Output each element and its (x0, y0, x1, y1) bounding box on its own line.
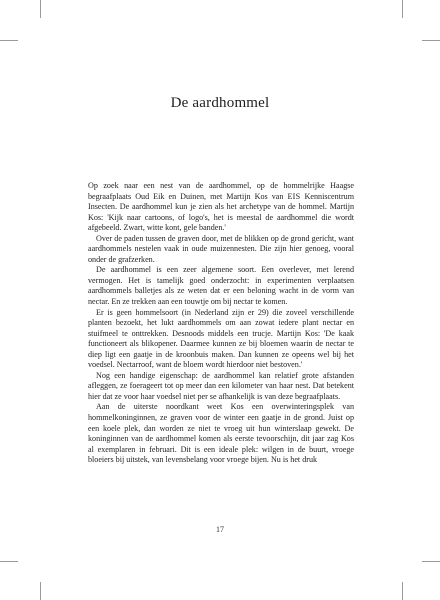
paragraph-6: Aan de uiterste noordkant weet Kos een overwinteringsplek van hommelkoninginnen, ze graven voor de winter een gaatje in de grond. Juist op een koele plek, dan worden ze niet te vroeg uit hun winterslaap gewekt. De koninginnen van de aardhommel komen als eerste tevoorschijn, dit jaar zag Kos al exemplaren in februari. Dit is een ideale plek: wilgen in de buurt, vroege bloeiers bij uitstek, van levensbelang voor vroege bijen. Nu is het druk (88, 402, 354, 465)
crop-mark-right-bottom (422, 561, 440, 562)
crop-mark-bottom-left (40, 582, 41, 600)
crop-mark-right-top (422, 40, 440, 41)
paragraph-4: Er is geen hommelsoort (in Nederland zijn er 29) die zoveel verschillende planten bezoekt, het lukt aardhommels om aan zowat iedere plant nectar en stuifmeel te onttrekken. Desnoods middels een trucje. Martijn Kos: 'De kaak functioneert als blikopener. Daarmee kunnen ze bij bloemen waarin de nectar te diep ligt een gaatje in de kroonbuis maken. Dan kunnen ze opeens wel bij het voedsel. Nectarroof, want de bloem wordt hierdoor niet bestoven.' (88, 307, 354, 370)
paragraph-1 (88, 181, 354, 234)
body-text (88, 181, 354, 466)
paragraph-1-text-a: Op zoek naar een nest van de aardhommel, op de hommelrijke Haagse begraafplaats Oud Eik en Duinen, met Martijn Kos van (88, 181, 354, 201)
crop-mark-top-left (40, 0, 41, 18)
eis-acronym: EIS (287, 191, 301, 201)
crop-mark-left-top (0, 40, 18, 41)
chapter-title: De aardhommel (170, 95, 270, 111)
crop-mark-bottom-right (402, 582, 403, 600)
crop-mark-top-right (402, 0, 403, 18)
page-number: 17 (216, 525, 224, 534)
paragraph-5: Nog een handige eigenschap: de aardhommel kan relatief grote afstanden afleggen, ze foerageert tot op meer dan een kilometer van haar nest. Dat betekent hier dat ze voor haar voedsel niet per se afhankelijk is van deze begraafplaats. (88, 370, 354, 401)
paragraph-1-text-b: Kenniscentrum Insecten. De aardhommel kun je zien als het archetype van de hommel. Martijn Kos: 'Kijk naar cartoons, of logo's, het is meestal de aardhommel die wordt afgebeeld. Zwart, witte kont, gele banden.' (88, 191, 354, 233)
paragraph-2: Over de paden tussen de graven door, met de blikken op de grond gericht, want aardhommels nestelen vaak in oude muizennesten. Die zijn hier genoeg, vooral onder de grafzerken. (88, 233, 354, 264)
crop-mark-left-bottom (0, 561, 18, 562)
paragraph-3: De aardhommel is een zeer algemene soort. Een overlever, met lerend vermogen. Het is tamelijk goed onderzocht: in experimenten verplaatsen aardhommels balletjes als ze weten dat er een beloning wacht in de vorm van nectar. En ze trekken aan een touwtje om bij nectar te komen. (88, 265, 354, 307)
